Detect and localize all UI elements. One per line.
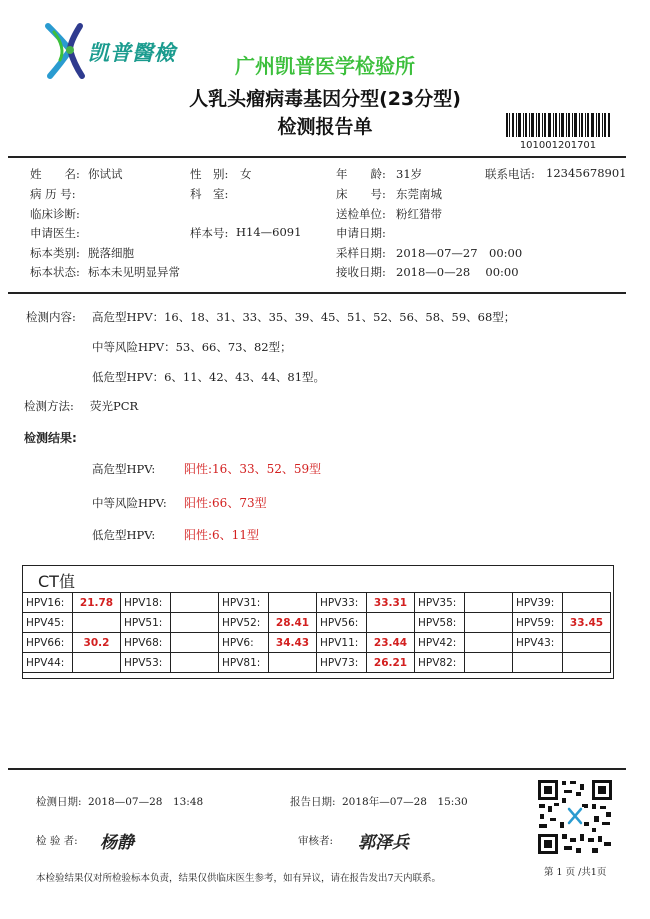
test-date-label: 检测日期: [36, 796, 82, 808]
receive-date-value: 2018—0—28 00:00 [396, 265, 519, 279]
barcode [506, 113, 610, 137]
ct-cell-label: HPV39: [513, 593, 563, 613]
page-number: 第 1 页 /共1页 [544, 867, 607, 878]
lab-name: 广州凯普医学检验所 [235, 54, 415, 78]
ct-cell-label: HPV31: [219, 593, 269, 613]
ct-cell-label: HPV45: [23, 613, 73, 633]
ct-cell-value: 34.43 [269, 633, 317, 653]
ct-cell-value: 28.41 [269, 613, 317, 633]
sample-no-label: 样本号: [190, 226, 229, 240]
ct-cell-label: HPV53: [121, 653, 171, 673]
ct-cell-label: HPV58: [415, 613, 465, 633]
sex-label: 性 别: [190, 167, 229, 181]
reviewer-label: 审核者: [298, 835, 334, 847]
divider [8, 768, 626, 770]
ct-cell-value [171, 593, 219, 613]
report-title: 人乳头瘤病毒基因分型(23分型) [189, 88, 461, 110]
ct-cell-value [171, 613, 219, 633]
res-high-label: 高危型HPV: [92, 462, 156, 476]
ct-cell-label: HPV81: [219, 653, 269, 673]
res-mid-value: 阳性:66、73型 [184, 496, 267, 510]
res-low-label: 低危型HPV: [92, 528, 156, 542]
ct-cell-value: 26.21 [367, 653, 415, 673]
name-label: 姓 名: [30, 167, 80, 181]
ct-cell-label: HPV68: [121, 633, 171, 653]
qr-code [536, 778, 614, 856]
report-subtitle: 检测报告单 [277, 116, 373, 138]
ct-cell-label: HPV52: [219, 613, 269, 633]
ct-cell-label: HPV42: [415, 633, 465, 653]
ct-title: CT值 [38, 572, 75, 591]
ct-cell-label: HPV33: [317, 593, 367, 613]
low-risk-list: 低危型HPV：6、11、42、43、44、81型。 [92, 370, 326, 384]
disclaimer: 本检验结果仅对所检验标本负责，结果仅供临床医生参考，如有异议，请在报告发出7天内联系。 [36, 873, 442, 884]
ct-cell-value: 33.45 [563, 613, 611, 633]
ct-cell-value [269, 653, 317, 673]
age-label: 年 龄: [336, 167, 386, 181]
res-high-value: 阳性:16、33、52、59型 [184, 462, 322, 476]
ct-cell-value [465, 593, 513, 613]
phone-label: 联系电话: [485, 167, 535, 181]
sample-no-value: H14—6091 [236, 225, 302, 239]
name-value: 你试试 [88, 167, 123, 181]
items-label: 检测内容: [26, 310, 76, 324]
report-date-label: 报告日期: [290, 796, 336, 808]
ct-cell-value [269, 593, 317, 613]
ct-cell-value [563, 653, 611, 673]
ct-cell-label: HPV35: [415, 593, 465, 613]
collect-date-value: 2018—07—27 00:00 [396, 246, 523, 260]
receive-date-label: 接收日期: [336, 265, 386, 279]
ct-row [23, 593, 611, 613]
ct-cell-value [367, 613, 415, 633]
unit-value: 粉红猎带 [396, 207, 442, 221]
bed-label: 床 号: [336, 187, 386, 201]
tester-label: 检 验 者: [36, 835, 78, 847]
diagnosis-label: 临床诊断: [30, 207, 80, 221]
ct-row [23, 613, 611, 633]
ct-cell-label: HPV56: [317, 613, 367, 633]
logo-text: 凯普醫檢 [88, 41, 176, 65]
record-label: 病 历 号: [30, 187, 76, 201]
ct-table [22, 592, 611, 673]
ct-cell-label: HPV66: [23, 633, 73, 653]
sample-state-value: 标本未见明显异常 [88, 265, 180, 279]
sample-type-value: 脱落细胞 [88, 246, 134, 260]
ct-cell-value [73, 613, 121, 633]
ct-cell-value [465, 633, 513, 653]
mid-risk-list: 中等风险HPV：53、66、73、82型； [92, 340, 292, 354]
unit-label: 送检单位: [336, 207, 386, 221]
ct-cell-value [171, 633, 219, 653]
dept-label: 科 室: [190, 187, 229, 201]
ct-cell-value: 23.44 [367, 633, 415, 653]
divider [8, 156, 626, 158]
ct-cell-value: 30.2 [73, 633, 121, 653]
ct-cell-label: HPV11: [317, 633, 367, 653]
age-value: 31岁 [396, 167, 423, 181]
ct-cell-label: HPV6: [219, 633, 269, 653]
bed-value: 东莞南城 [396, 187, 442, 201]
ct-cell-value: 21.78 [73, 593, 121, 613]
ct-cell-label: HPV73: [317, 653, 367, 673]
res-mid-label: 中等风险HPV: [92, 496, 167, 510]
ct-cell-value [465, 613, 513, 633]
sample-type-label: 标本类别: [30, 246, 80, 260]
tester-signature: 杨静 [100, 833, 134, 853]
ct-cell-label: HPV51: [121, 613, 171, 633]
ct-cell-value [73, 653, 121, 673]
ct-cell-label: HPV44: [23, 653, 73, 673]
ct-cell-value [465, 653, 513, 673]
ct-cell-label: HPV18: [121, 593, 171, 613]
apply-date-label: 申请日期: [336, 226, 386, 240]
reviewer-signature: 郭泽兵 [358, 833, 409, 853]
ct-row [23, 633, 611, 653]
result-label: 检测结果: [24, 431, 77, 445]
report-date-value: 2018年—07—28 15:30 [342, 796, 468, 808]
ct-cell-value [171, 653, 219, 673]
doctor-label: 申请医生: [30, 226, 80, 240]
high-risk-list: 高危型HPV：16、18、31、33、35、39、45、51、52、56、58、59、68型； [92, 310, 516, 324]
method-label: 检测方法: [24, 399, 74, 413]
ct-cell-value [563, 633, 611, 653]
divider [8, 292, 626, 294]
ct-cell-value [563, 593, 611, 613]
test-date-value: 2018—07—28 13:48 [88, 796, 204, 808]
phone-value: 12345678901 [546, 166, 627, 180]
ct-cell-label: HPV43: [513, 633, 563, 653]
ct-row [23, 653, 611, 673]
collect-date-label: 采样日期: [336, 246, 386, 260]
method-value: 荧光PCR [90, 399, 139, 413]
ct-cell-value: 33.31 [367, 593, 415, 613]
res-low-value: 阳性:6、11型 [184, 528, 259, 542]
sample-state-label: 标本状态: [30, 265, 80, 279]
ct-cell-label: HPV16: [23, 593, 73, 613]
ct-cell-label: HPV82: [415, 653, 465, 673]
ct-cell-label [513, 653, 563, 673]
ct-cell-label: HPV59: [513, 613, 563, 633]
barcode-number: 101001201701 [519, 140, 597, 151]
sex-value: 女 [240, 167, 252, 181]
